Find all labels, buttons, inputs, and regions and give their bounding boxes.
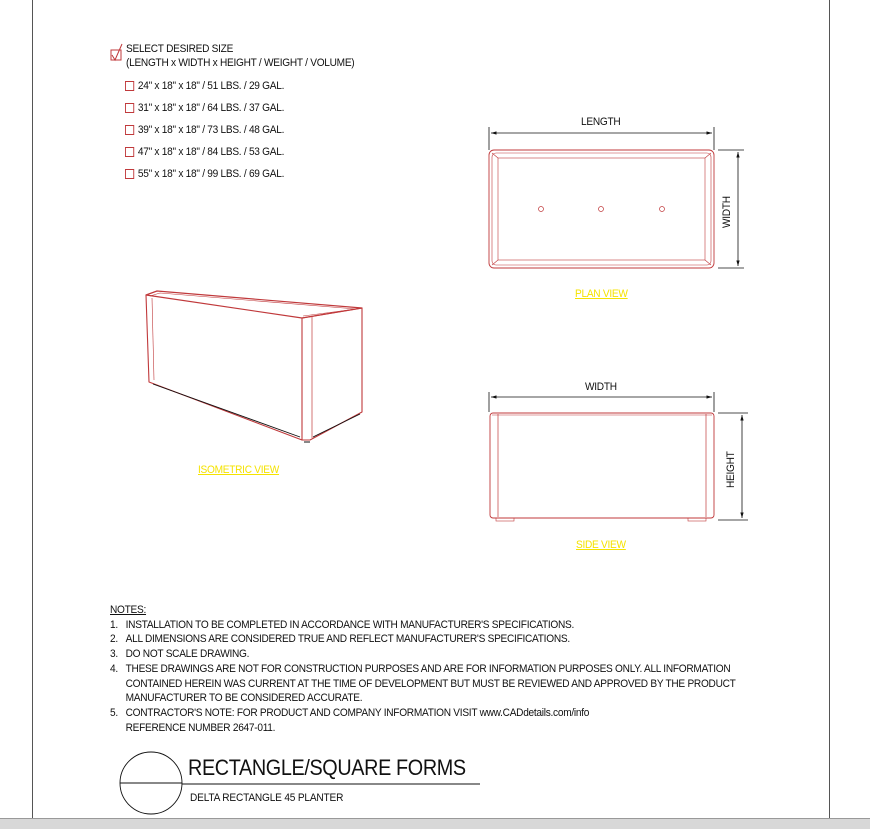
drain-hole — [599, 207, 604, 212]
side-view-drawing — [489, 392, 748, 521]
drain-hole — [660, 207, 665, 212]
note-item: 1. INSTALLATION TO BE COMPLETED IN ACCORDANCE WITH MANUFACTURER'S SPECIFICATIONS. — [110, 618, 575, 631]
note-item: 4. THESE DRAWINGS ARE NOT FOR CONSTRUCTION PURPOSES AND ARE FOR INFORMATION PURPOSES ONLY. ALL INFORMATION CONTAINED HEREIN WAS CURRENT AT THE TIME OF DEVELOPMENT BUT MUST BE REVIEWED AND APPROVED BY THE PRODUCT MANUFACTURER TO BE CONSIDERED ACCURATE. — [110, 662, 736, 705]
size-selector-subheading: (LENGTH x WIDTH x HEIGHT / WEIGHT / VOLUME) — [126, 57, 355, 69]
side-width-dimension-label: WIDTH — [585, 381, 617, 393]
size-option-label: 24" x 18" x 18" / 51 LBS. / 29 GAL. — [137, 80, 285, 92]
size-option-label: 55" x 18" x 18" / 99 LBS. / 69 GAL. — [137, 168, 285, 180]
plan-length-dimension-label: LENGTH — [581, 116, 621, 128]
isometric-view-drawing — [146, 291, 362, 442]
viewer-bottom-bar — [0, 818, 870, 829]
side-view-label: SIDE VIEW — [576, 539, 626, 551]
plan-width-dimension-label: WIDTH — [721, 196, 733, 228]
notes-section — [110, 603, 782, 735]
note-item: 2. ALL DIMENSIONS ARE CONSIDERED TRUE AND REFLECT MANUFACTURER'S SPECIFICATIONS. — [110, 633, 570, 646]
size-option-label: 39" x 18" x 18" / 73 LBS. / 48 GAL. — [137, 124, 285, 136]
isometric-view-label: ISOMETRIC VIEW — [198, 464, 280, 476]
size-selector-heading: SELECT DESIRED SIZE — [126, 43, 234, 55]
size-option-label: 47" x 18" x 18" / 84 LBS. / 53 GAL. — [137, 146, 285, 158]
size-option-label: 31" x 18" x 18" / 64 LBS. / 37 GAL. — [137, 102, 285, 114]
drawing-subtitle: DELTA RECTANGLE 45 PLANTER — [190, 792, 344, 804]
note-item: 5. CONTRACTOR'S NOTE: FOR PRODUCT AND COMPANY INFORMATION VISIT www.CADdetails.com/info REFERENCE NUMBER 2647-011. — [110, 706, 590, 734]
plan-view-label: PLAN VIEW — [575, 288, 628, 300]
plan-view-drawing — [489, 127, 744, 268]
drawing-title: RECTANGLE/SQUARE FORMS — [188, 755, 466, 780]
notes-heading: NOTES: — [110, 604, 147, 616]
drain-hole — [539, 207, 544, 212]
side-height-dimension-label: HEIGHT — [725, 451, 737, 488]
note-item: 3. DO NOT SCALE DRAWING. — [110, 648, 250, 661]
